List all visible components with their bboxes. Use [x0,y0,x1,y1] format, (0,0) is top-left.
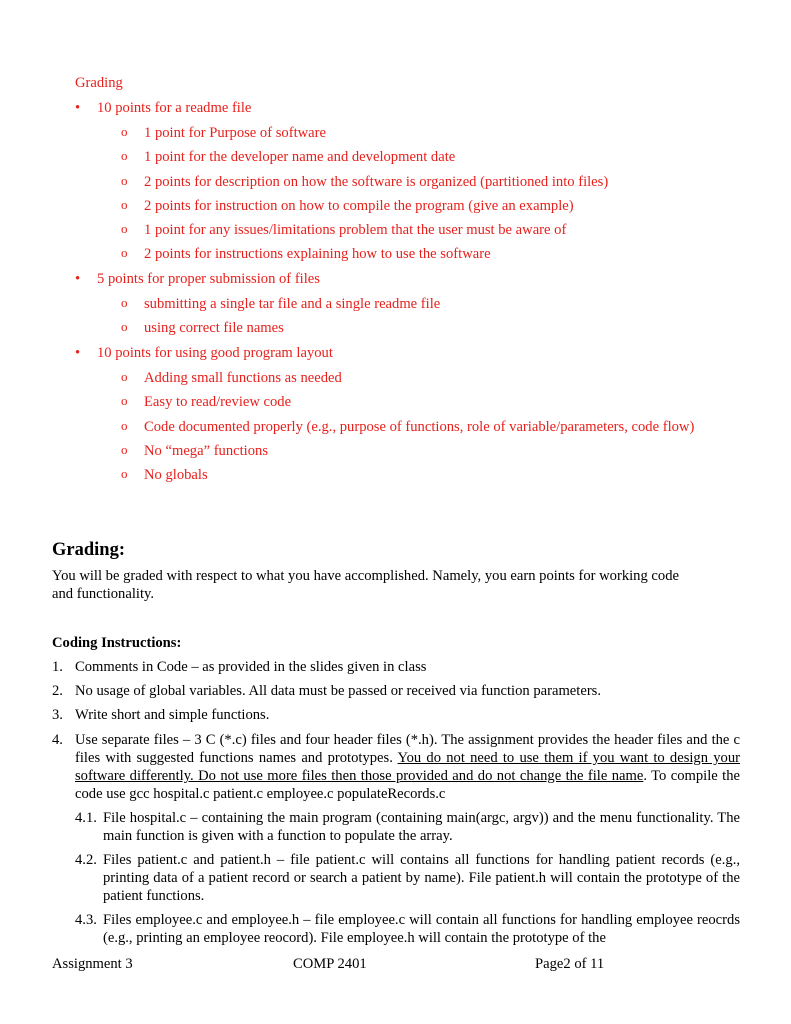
instruction-sub-item [75,851,740,905]
rubric-item-label: 10 points for a readme file [97,100,252,116]
instruction-text: Use separate files – 3 C (*.c) files and four header files (*.h). The assignment provides the header files and the c files with suggested functions names and prototypes. You do not need to use them if you want to design your software differently. Do not use more files then those provided and do not change the file name. To compile the code use gcc hospital.c patient.c employee.c populateRecords.c [75,732,740,802]
circle-bullet-icon: o [121,393,128,408]
circle-bullet-icon: o [121,245,128,260]
coding-instructions-title: Coding Instructions: [52,635,182,651]
rubric-item-label: 5 points for proper submission of files [97,271,320,287]
circle-bullet-icon: o [121,295,128,310]
circle-bullet-icon: o [121,442,128,457]
circle-bullet-icon: o [121,173,128,188]
bullet-icon: • [75,271,81,287]
circle-bullet-icon: o [121,418,128,433]
grading-paragraph-line: You will be graded with respect to what you have accomplished. Namely, you earn points for working code [52,568,679,584]
circle-bullet-icon: o [121,221,128,236]
instruction-sub-text: Files employee.c and employee.h – file employee.c will contain all functions for handling employee reocrds (e.g., printing an employee reocord). File employee.h will contain the prototype of the [103,912,740,946]
instruction-sub-number: 4.1. [75,810,97,826]
instruction-sub-item [75,809,740,845]
footer-assignment: Assignment 3 [52,956,133,972]
circle-bullet-icon: o [121,148,128,163]
instruction-number: 1. [52,659,63,675]
circle-bullet-icon: o [121,124,128,139]
circle-bullet-icon: o [121,369,128,384]
instruction-number: 3. [52,707,63,723]
footer-page-number: Page2 of 11 [535,956,605,972]
footer-course: COMP 2401 [293,956,367,972]
grading-paragraph-line: and functionality. [52,586,154,602]
instruction-number: 2. [52,683,63,699]
instruction-text: Write short and simple functions. [75,707,270,723]
circle-bullet-icon: o [121,319,128,334]
instruction-sub-number: 4.2. [75,852,97,868]
instruction-sub-text: File hospital.c – containing the main program (containing main(argc, argv)) and the menu functionality. The main function is given with a function to populate the array. [103,810,740,844]
instruction-sub-item [75,911,740,947]
bullet-icon: • [75,100,81,116]
instruction-text: Comments in Code – as provided in the slides given in class [75,659,427,675]
rubric-item-label: 10 points for using good program layout [97,345,333,361]
circle-bullet-icon: o [121,197,128,212]
instruction-sub-text: Files patient.c and patient.h – file patient.c will contains all functions for handling patient records (e.g., printing data of a patient record or search a patient by name). File patient.h will contain the prototype of the patient functions. [103,852,740,904]
grading-heading: Grading: [52,540,125,560]
rubric-title: Grading [75,75,123,91]
bullet-icon: • [75,345,81,361]
underlined-instruction: You do not need to use them if you want to design your software differently. Do not use more files then those provided and do not change the file name [75,750,740,784]
instruction-sub-number: 4.3. [75,912,97,928]
instruction-number: 4. [52,732,63,748]
circle-bullet-icon: o [121,466,128,481]
instruction-text: No usage of global variables. All data must be passed or received via function parameters. [75,683,602,699]
